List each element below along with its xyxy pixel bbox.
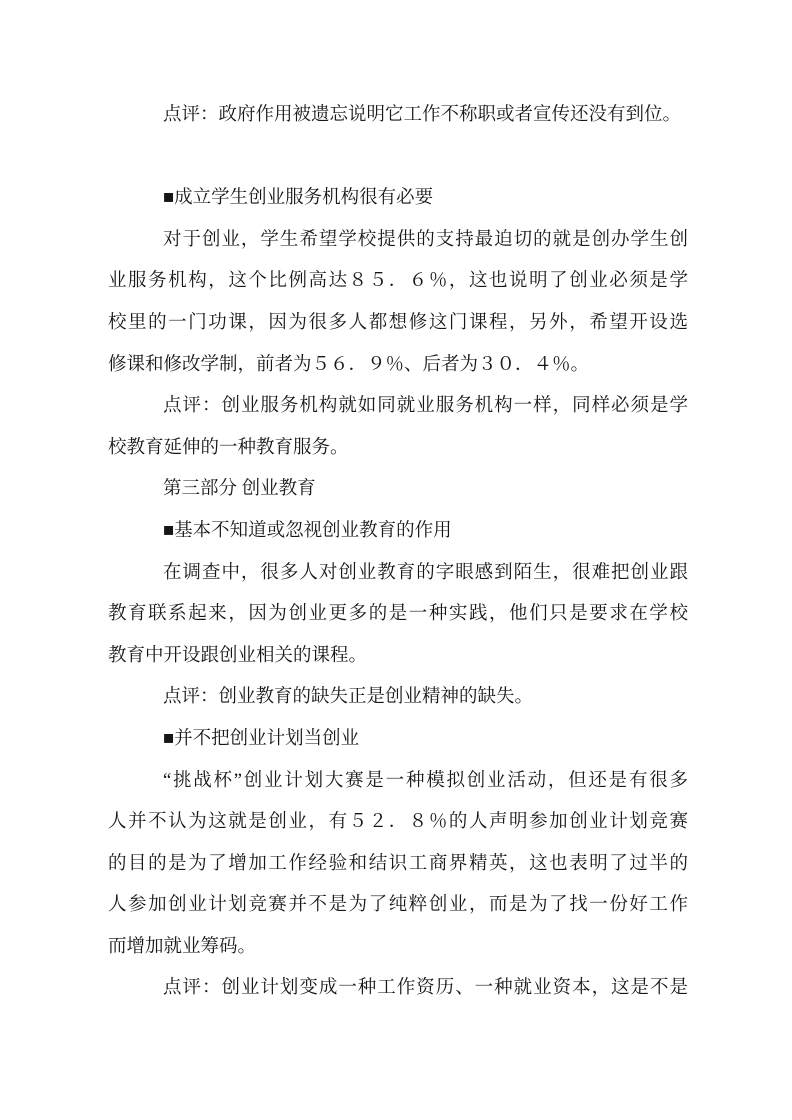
text-line: 在调查中，很多人对创业教育的字眼感到陌生，很难把创业跟 (163, 562, 688, 583)
comment-line: 点评：创业教育的缺失正是创业精神的缺失。 (163, 687, 534, 708)
text-line: 修课和修改学制，前者为５６．９％、后者为３０．４％。 (108, 354, 590, 375)
text-line: 人参加创业计划竞赛并不是为了纯粹创业，而是为了找一份好工作 (108, 895, 688, 916)
blank-line (108, 137, 688, 179)
comment-line: 校教育延伸的一种教育服务。 (108, 437, 349, 458)
text-line: 教育中开设跟创业相关的课程。 (108, 645, 368, 666)
comment-line: 点评：创业计划变成一种工作资历、一种就业资本，这是不是 (163, 978, 688, 999)
text-line: 对于创业，学生希望学校提供的支持最迫切的就是创办学生创 (163, 229, 688, 250)
text-line: 业服务机构，这个比例高达８５．６％，这也说明了创业必须是学 (108, 271, 688, 292)
document-body (108, 95, 688, 1010)
text-line: 的目的是为了增加工作经验和结识工商界精英，这也表明了过半的 (108, 853, 688, 874)
section-heading: ■基本不知道或忽视创业教育的作用 (163, 520, 452, 541)
text-line: 教育联系起来，因为创业更多的是一种实践，他们只是要求在学校 (108, 604, 688, 625)
text-line: 校里的一门功课，因为很多人都想修这门课程，另外，希望开设选 (108, 312, 688, 333)
text-line: 人并不认为这就是创业，有５２．８％的人声明参加创业计划竞赛 (108, 812, 688, 833)
text-line: “挑战杯”创业计划大赛是一种模拟创业活动，但还是有很多 (163, 770, 688, 791)
comment-line: 点评：创业服务机构就如同就业服务机构一样，同样必须是学 (163, 396, 688, 417)
section-heading: ■并不把创业计划当创业 (163, 728, 360, 749)
section-heading: ■成立学生创业服务机构很有必要 (163, 188, 434, 209)
text-line: 而增加就业筹码。 (108, 936, 257, 957)
section-heading: 第三部分 创业教育 (163, 479, 316, 500)
comment-line: 点评：政府作用被遗忘说明它工作不称职或者宣传还没有到位。 (163, 105, 682, 125)
